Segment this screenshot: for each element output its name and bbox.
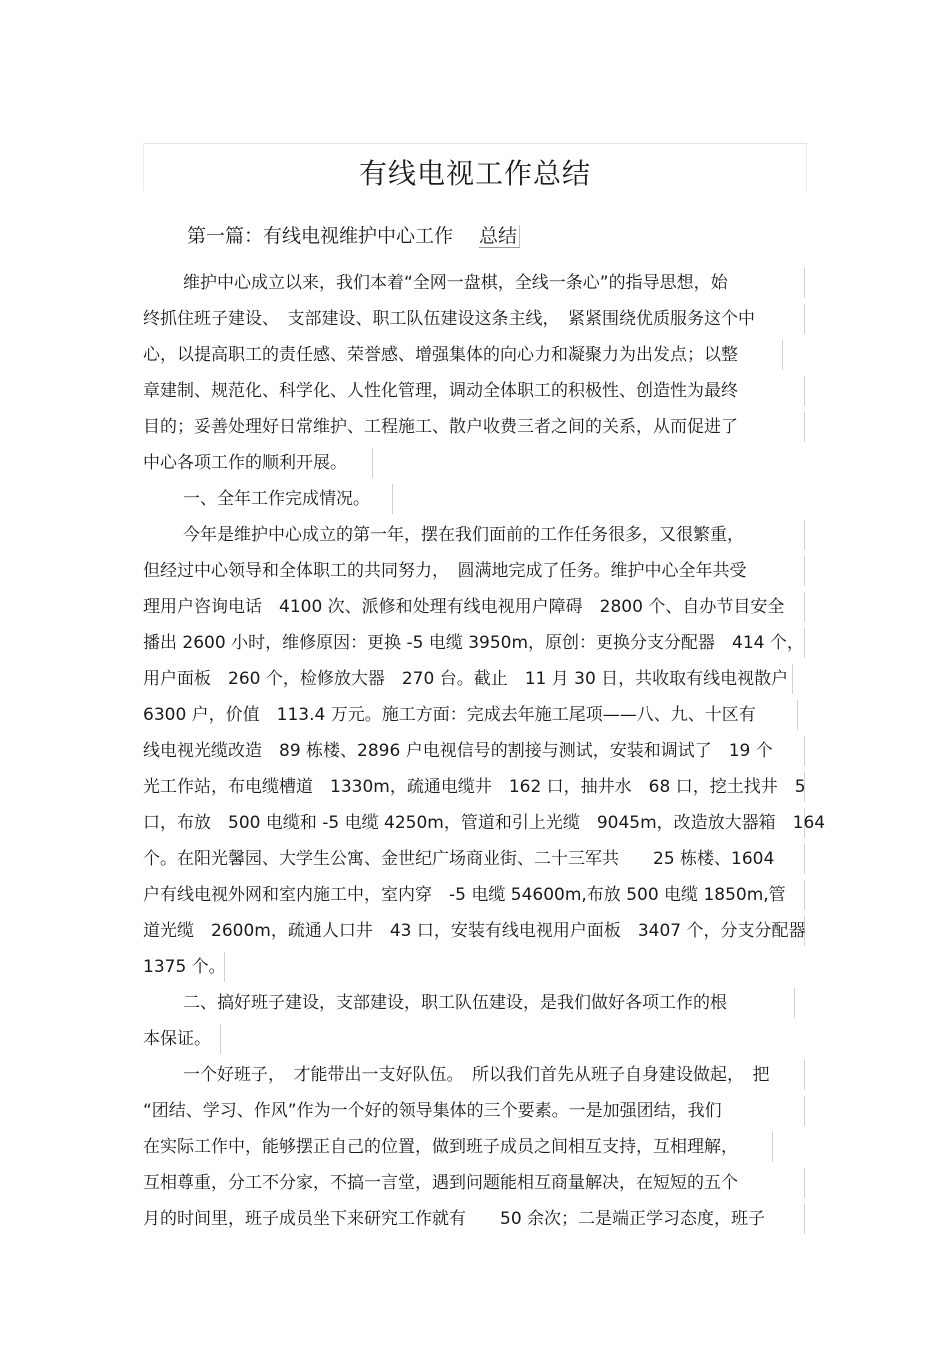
text-line: 1375 个。 [143, 952, 225, 982]
page-title: 有线电视工作总结 [358, 157, 591, 190]
text-line: 章建制、规范化、科学化、人性化管理，调动全体职工的积极性、创造性为最终 [143, 376, 805, 406]
title-box [143, 143, 807, 191]
text-line: 道光缆 2600m，疏通人口井 43 口，安装有线电视用户面板 3407 个，分支分配器 [143, 916, 805, 946]
text-line: “团结、学习、作风”作为一个好的领导集体的三个要素。一是加强团结，我们 [143, 1096, 805, 1126]
text-line: 但经过中心领导和全体职工的共同努力， 圆满地完成了任务。维护中心全年共受 [143, 556, 805, 586]
text-line: 用户面板 260 个，检修放大器 270 台。截止 11 月 30 日，共收取有线电视散户 [143, 664, 793, 694]
text-line: 终抓住班子建设、 支部建设、职工队伍建设这条主线， 紧紧围绕优质服务这个中 [143, 304, 805, 334]
text-line: 个。在阳光馨园、大学生公寓、金世纪广场商业街、二十三军共 25 栋楼、1604 [143, 844, 805, 874]
section-heading-tail: 总结 [479, 225, 520, 248]
text-line: 月的时间里，班子成员坐下来研究工作就有 50 余次；二是端正学习态度，班子 [143, 1204, 805, 1234]
section-heading [187, 221, 520, 248]
text-line: 心，以提高职工的责任感、荣誉感、增强集体的向心力和凝聚力为出发点；以整 [143, 340, 783, 370]
text-line: 中心各项工作的顺利开展。 [143, 448, 373, 478]
text-line: 在实际工作中，能够摆正自己的位置，做到班子成员之间相互支持，互相理解， [143, 1132, 773, 1162]
text-line: 线电视光缆改造 89 栋楼、2896 户电视信号的割接与测试，安装和调试了 19 个 [143, 736, 805, 766]
text-line: 本保证。 [143, 1024, 221, 1054]
text-line: 光工作站，布电缆槽道 1330m，疏通电缆井 162 口，抽井水 68 口，挖土找井 5 [143, 772, 805, 802]
section-heading-1: 一、全年工作完成情况。 [183, 484, 393, 514]
text-line: 口，布放 500 电缆和 -5 电缆 4250m，管道和引上光缆 9045m，改造放大器箱 164 [143, 808, 805, 838]
text-line: 一个好班子， 才能带出一支好队伍。 所以我们首先从班子自身建设做起， 把 [183, 1060, 805, 1090]
text-line: 维护中心成立以来，我们本着“全网一盘棋，全线一条心”的指导思想，始 [183, 268, 805, 298]
text-line: 播出 2600 小时，维修原因：更换 -5 电缆 3950m，原创：更换分支分配器 414 个， [143, 628, 805, 658]
text-line: 互相尊重，分工不分家，不搞一言堂，遇到问题能相互商量解决，在短短的五个 [143, 1168, 805, 1198]
text-line: 今年是维护中心成立的第一年，摆在我们面前的工作任务很多，又很繁重， [183, 520, 805, 550]
text-line: 目的；妥善处理好日常维护、工程施工、散户收费三者之间的关系，从而促进了 [143, 412, 805, 442]
text-line: 户有线电视外网和室内施工中，室内穿 -5 电缆 54600m,布放 500 电缆 1850m,管 [143, 880, 805, 910]
text-line: 理用户咨询电话 4100 次、派修和处理有线电视用户障碍 2800 个、自办节目安全 [143, 592, 805, 622]
section-heading-text: 第一篇：有线电视维护中心工作 [187, 225, 454, 247]
text-line: 6300 户，价值 113.4 万元。施工方面：完成去年施工尾项——八、九、十区有 [143, 700, 798, 730]
section-heading-2: 二、搞好班子建设，支部建设，职工队伍建设，是我们做好各项工作的根 [183, 988, 795, 1018]
